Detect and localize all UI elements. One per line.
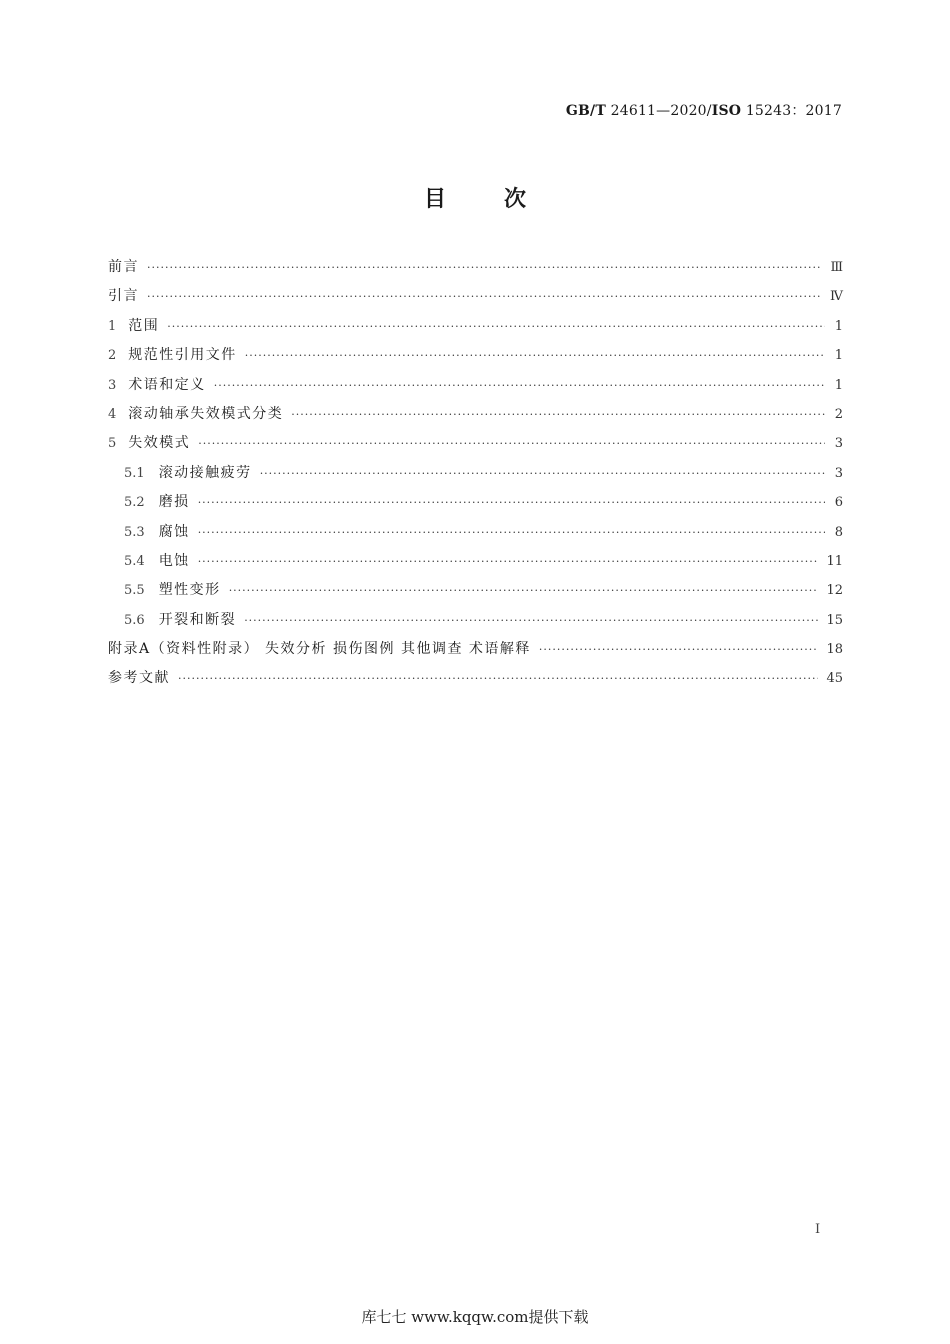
- toc-entry[interactable]: [108, 667, 843, 696]
- toc-entry-page: 18: [826, 642, 843, 658]
- toc-entry[interactable]: [108, 432, 843, 461]
- toc-leader-dots: [244, 614, 818, 627]
- table-of-contents: [108, 256, 843, 697]
- toc-entry-page: 3: [834, 436, 843, 452]
- toc-entry-page: Ⅳ: [830, 289, 843, 305]
- toc-entry-page: 1: [834, 377, 843, 393]
- toc-entry-label: 规范性引用文件: [128, 347, 237, 364]
- toc-entry-number: 5.6: [124, 612, 145, 628]
- toc-entry-page: 1: [834, 318, 843, 334]
- toc-entry[interactable]: [108, 491, 843, 520]
- toc-leader-dots: [167, 320, 825, 333]
- toc-entry-number: 4: [108, 406, 117, 422]
- toc-entry-label: 附录A（资料性附录） 失效分析 损伤图例 其他调查 术语解释: [108, 641, 531, 658]
- page-title: [0, 182, 950, 213]
- toc-entry-page: 15: [826, 612, 843, 628]
- toc-entry-number: 5.3: [124, 524, 145, 540]
- toc-entry-label: 电蚀: [158, 552, 190, 569]
- toc-entry-number: 5: [108, 436, 117, 452]
- toc-entry-label: 磨损: [158, 494, 190, 511]
- toc-entry-label: 参考文献: [108, 670, 170, 687]
- toc-entry-number: 5.4: [124, 553, 145, 569]
- toc-leader-dots: [291, 408, 825, 421]
- toc-leader-dots: [147, 290, 822, 303]
- toc-entry[interactable]: [108, 256, 843, 285]
- toc-entry-page: 11: [826, 553, 843, 569]
- toc-entry-label: 腐蚀: [158, 523, 190, 540]
- toc-leader-dots: [260, 467, 825, 480]
- toc-entry-number: 1: [108, 318, 117, 334]
- toc-entry-label: 滚动轴承失效模式分类: [128, 405, 284, 422]
- standard-prefix: GB/T: [565, 103, 606, 119]
- toc-entry-label: 引言: [108, 288, 139, 305]
- toc-entry-number: 5.5: [124, 583, 145, 599]
- toc-entry-label: 前言: [108, 259, 139, 275]
- toc-entry-label: 术语和定义: [128, 376, 206, 393]
- toc-entry-page: 45: [826, 671, 843, 687]
- title-char-2: 次: [504, 187, 527, 212]
- toc-entry-label: 失效模式: [128, 435, 191, 452]
- toc-leader-dots: [198, 496, 825, 509]
- title-char-1: 目: [423, 187, 446, 212]
- toc-entry-page: 12: [826, 583, 843, 599]
- download-footer: 库七七 www.kqqw.com提供下载: [361, 1308, 589, 1326]
- toc-leader-dots: [539, 643, 819, 656]
- toc-entry-page: 8: [834, 524, 843, 540]
- toc-entry-label: 范围: [128, 317, 160, 334]
- toc-entry-page: 1: [834, 348, 843, 364]
- toc-entry[interactable]: [108, 285, 843, 314]
- standard-number: 24611—2020/: [605, 103, 712, 119]
- toc-entry[interactable]: [108, 579, 843, 608]
- toc-entry-label: 开裂和断裂: [158, 611, 237, 628]
- toc-entry[interactable]: [108, 638, 843, 667]
- toc-entry[interactable]: [108, 521, 843, 550]
- toc-entry-label: 塑性变形: [158, 582, 221, 599]
- toc-leader-dots: [198, 526, 825, 539]
- toc-entry[interactable]: [108, 344, 843, 373]
- toc-entry-label: 滚动接触疲劳: [158, 464, 252, 481]
- toc-entry-number: 2: [108, 348, 117, 364]
- toc-entry[interactable]: [108, 315, 843, 344]
- toc-leader-dots: [147, 261, 822, 274]
- toc-leader-dots: [229, 584, 819, 597]
- iso-prefix: ISO: [711, 103, 742, 119]
- toc-entry-page: 2: [834, 406, 843, 422]
- toc-entry-number: 5.1: [124, 465, 145, 481]
- toc-entry[interactable]: [108, 550, 843, 579]
- toc-entry-page: 6: [834, 495, 843, 511]
- toc-entry[interactable]: [108, 462, 843, 491]
- iso-number: 15243：2017: [741, 103, 842, 119]
- toc-entry[interactable]: [108, 374, 843, 403]
- toc-leader-dots: [245, 349, 825, 362]
- standard-header: [566, 100, 842, 120]
- page-number: I: [815, 1222, 821, 1237]
- toc-entry-number: 3: [108, 377, 117, 393]
- toc-leader-dots: [214, 379, 825, 392]
- toc-leader-dots: [178, 672, 818, 685]
- toc-leader-dots: [198, 437, 825, 450]
- toc-entry-page: 3: [834, 465, 843, 481]
- toc-entry[interactable]: [108, 609, 843, 638]
- toc-entry[interactable]: [108, 403, 843, 432]
- toc-entry-number: 5.2: [124, 495, 145, 511]
- toc-entry-page: Ⅲ: [830, 260, 843, 275]
- toc-leader-dots: [198, 555, 819, 568]
